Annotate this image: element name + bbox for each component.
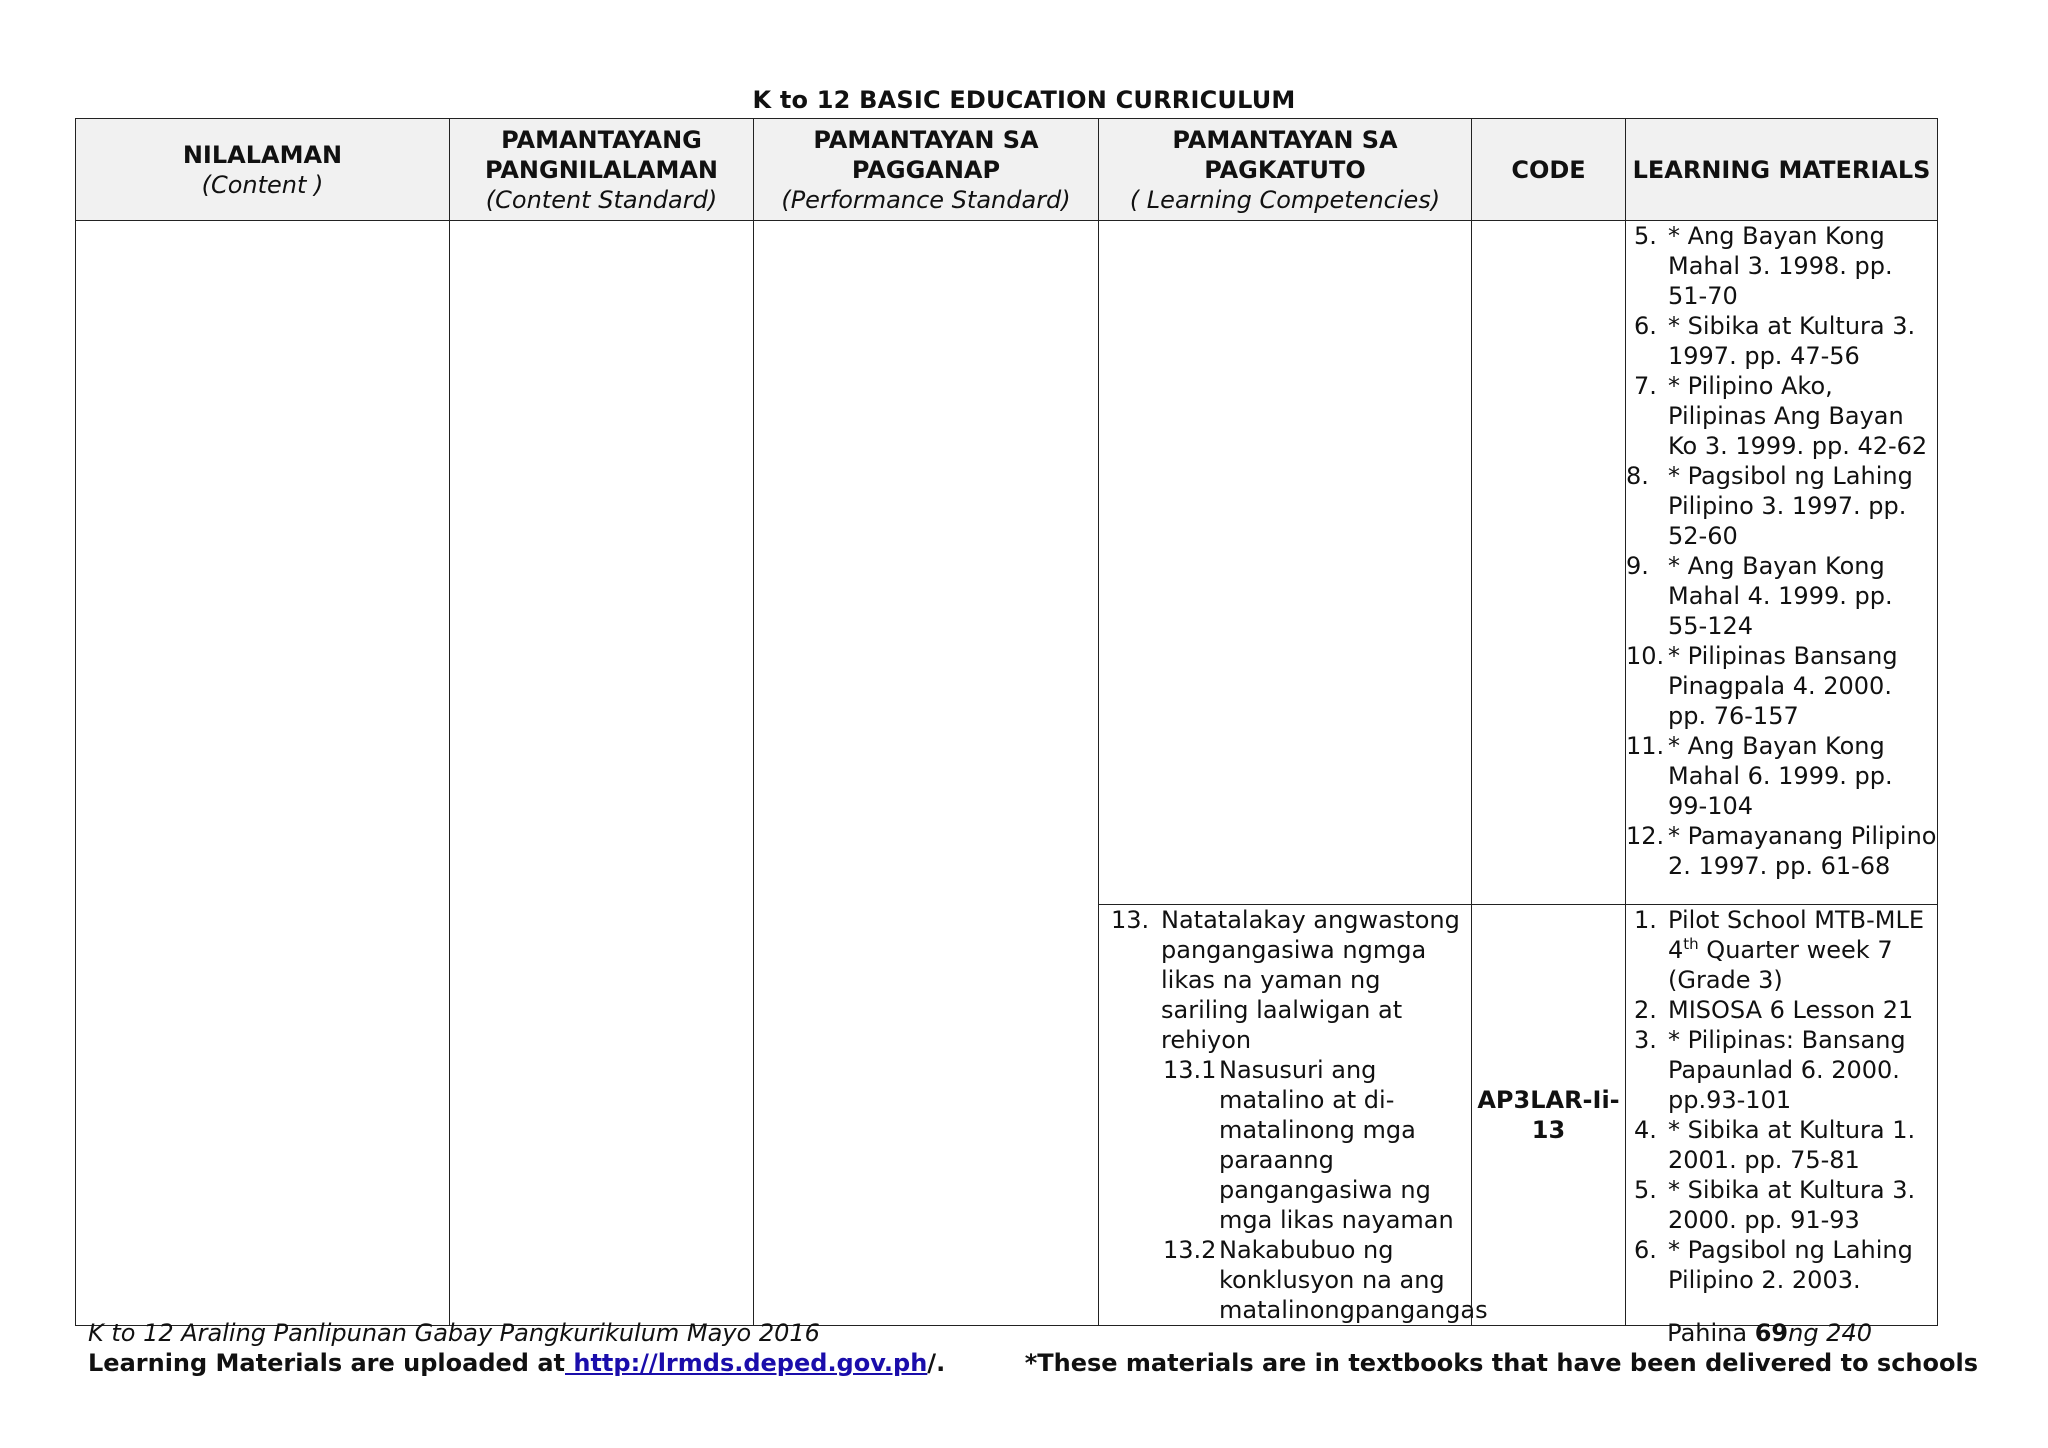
- item-text: * Pilipinas: Bansang Papaunlad 6. 2000. pp.93-101: [1668, 1026, 1906, 1114]
- list-item: [1626, 641, 1937, 731]
- header-main: LEARNING MATERIALS: [1632, 155, 1931, 184]
- page-prefix: Pahina: [1667, 1319, 1755, 1347]
- item-number: 6.: [1634, 1236, 1657, 1264]
- item-number: 7.: [1634, 372, 1657, 400]
- header-learning-materials: [1626, 119, 1938, 221]
- item-text: MISOSA 6 Lesson 21: [1668, 996, 1914, 1024]
- list-item: [1626, 371, 1937, 461]
- curriculum-table: [75, 118, 1938, 1326]
- list-item: [1626, 311, 1937, 371]
- item-number: 6.: [1634, 312, 1657, 340]
- competency-cell: [1099, 221, 1472, 905]
- header-sub: ( Learning Competencies): [1129, 185, 1441, 214]
- header-main: NILALAMAN: [182, 140, 343, 169]
- list-item: [1626, 905, 1937, 995]
- footer-left: [88, 1318, 945, 1378]
- list-item: [1626, 995, 1937, 1025]
- header-learning-competencies: [1099, 119, 1472, 221]
- learning-materials-cell: [1626, 905, 1938, 1326]
- header-sub: (Content Standard): [485, 185, 718, 214]
- list-item: [1626, 1025, 1937, 1115]
- item-text: * Pilipinas Bansang Pinagpala 4. 2000. pp. 76-157: [1668, 642, 1898, 730]
- content-standard-cell: [450, 221, 754, 1326]
- header-sub: (Performance Standard): [781, 185, 1071, 214]
- header-content-standard: [450, 119, 754, 221]
- sub-competency-text: Nasusuri ang matalino at di-matalinong mga paraanng pangangasiwa ng mga likas nayaman: [1219, 1056, 1454, 1234]
- content-cell: [76, 221, 450, 1326]
- header-main: PAMANTAYAN SA PAGGANAP: [813, 125, 1039, 184]
- item-text: * Ang Bayan Kong Mahal 6. 1999. pp. 99-104: [1668, 732, 1893, 820]
- competency-cell: [1099, 905, 1488, 1326]
- item-number: 2.: [1634, 996, 1657, 1024]
- list-item: [1626, 1115, 1937, 1175]
- item-text: * Sibika at Kultura 3. 1997. pp. 47-56: [1668, 312, 1916, 370]
- list-item: [1626, 551, 1937, 641]
- code-cell: [1472, 221, 1626, 905]
- page-title: K to 12 BASIC EDUCATION CURRICULUM: [752, 86, 1296, 114]
- footer-right: [1025, 1318, 1978, 1378]
- header-sub: (Content ): [201, 170, 324, 199]
- list-item: [1626, 1235, 1937, 1295]
- table-row: [76, 221, 1938, 905]
- competency-number: 13.: [1111, 906, 1150, 934]
- table-header-row: [76, 119, 1938, 221]
- sub-competency-number: 13.2: [1163, 1236, 1217, 1264]
- item-number: 12.: [1626, 822, 1665, 850]
- materials-list: [1626, 905, 1937, 1295]
- list-item: [1626, 461, 1937, 551]
- item-text: * Ang Bayan Kong Mahal 3. 1998. pp. 51-70: [1668, 222, 1893, 310]
- header-content: [76, 119, 450, 221]
- list-item: [1626, 221, 1937, 311]
- item-number: 3.: [1634, 1026, 1657, 1054]
- performance-standard-cell: [754, 221, 1099, 1326]
- sub-competency: [1111, 1235, 1488, 1325]
- header-code: [1472, 119, 1626, 221]
- item-text: * Pagsibol ng Lahing Pilipino 2. 2003.: [1668, 1236, 1913, 1294]
- list-item: [1626, 821, 1937, 881]
- item-text: * Pagsibol ng Lahing Pilipino 3. 1997. pp. 52-60: [1668, 462, 1913, 550]
- list-item: [1626, 1175, 1937, 1235]
- competency-item: [1111, 905, 1461, 1055]
- header-main: PAMANTAYANG PANGNILALAMAN: [484, 125, 719, 184]
- competency-text: Natatalakay angwastong pangangasiwa ngmga likas na yaman ng sariling laalwigan at rehiyon: [1161, 906, 1460, 1054]
- code-cell: [1472, 905, 1626, 1326]
- item-text: * Sibika at Kultura 1. 2001. pp. 75-81: [1668, 1116, 1916, 1174]
- item-number: 5.: [1634, 222, 1657, 250]
- learning-materials-cell: [1626, 221, 1938, 905]
- page-total: ng 240: [1788, 1319, 1872, 1347]
- lrmds-link[interactable]: http://lrmds.deped.gov.ph: [565, 1349, 928, 1377]
- sub-competency-text: Nakabubuo ng konklusyon na ang matalinongpangangas: [1219, 1236, 1488, 1324]
- footer-guide-title: K to 12 Araling Panlipunan Gabay Pangkurikulum Mayo 2016: [88, 1319, 820, 1347]
- item-text: Quarter week 7 (Grade 3): [1668, 936, 1893, 994]
- upload-suffix: /.: [927, 1349, 946, 1377]
- sub-competency-number: 13.1: [1163, 1056, 1217, 1084]
- header-main: CODE: [1511, 155, 1586, 184]
- item-number: 11.: [1626, 732, 1665, 760]
- footer-textbook-note: *These materials are in textbooks that have been delivered to schools: [1024, 1349, 1978, 1377]
- item-number: 5.: [1634, 1176, 1657, 1204]
- competency-code: AP3LAR-Ii-13: [1477, 1086, 1620, 1144]
- header-performance-standard: [754, 119, 1099, 221]
- item-text: * Ang Bayan Kong Mahal 4. 1999. pp. 55-124: [1668, 552, 1893, 640]
- header-main: PAMANTAYAN SA PAGKATUTO: [1172, 125, 1398, 184]
- item-text: * Pamayanang Pilipino 2. 1997. pp. 61-68: [1668, 822, 1937, 880]
- item-text: * Pilipino Ako, Pilipinas Ang Bayan Ko 3. 1999. pp. 42-62: [1668, 372, 1928, 460]
- item-number: 10.: [1626, 642, 1665, 670]
- item-number: 9.: [1626, 552, 1649, 580]
- item-number: 1.: [1634, 906, 1657, 934]
- materials-list: [1626, 221, 1937, 881]
- list-item: [1626, 731, 1937, 821]
- item-number: 8.: [1626, 462, 1649, 490]
- sub-competency: [1111, 1055, 1461, 1235]
- item-text: * Sibika at Kultura 3. 2000. pp. 91-93: [1668, 1176, 1916, 1234]
- page-current: 69: [1754, 1319, 1789, 1347]
- footer-upload-note: [88, 1348, 945, 1378]
- item-number: 4.: [1634, 1116, 1657, 1144]
- item-superscript: th: [1683, 935, 1699, 953]
- page-number: [1025, 1318, 1978, 1348]
- item-text: Pilot School MTB-MLE 4: [1668, 906, 1925, 964]
- upload-prefix: Learning Materials are uploaded at: [88, 1349, 565, 1377]
